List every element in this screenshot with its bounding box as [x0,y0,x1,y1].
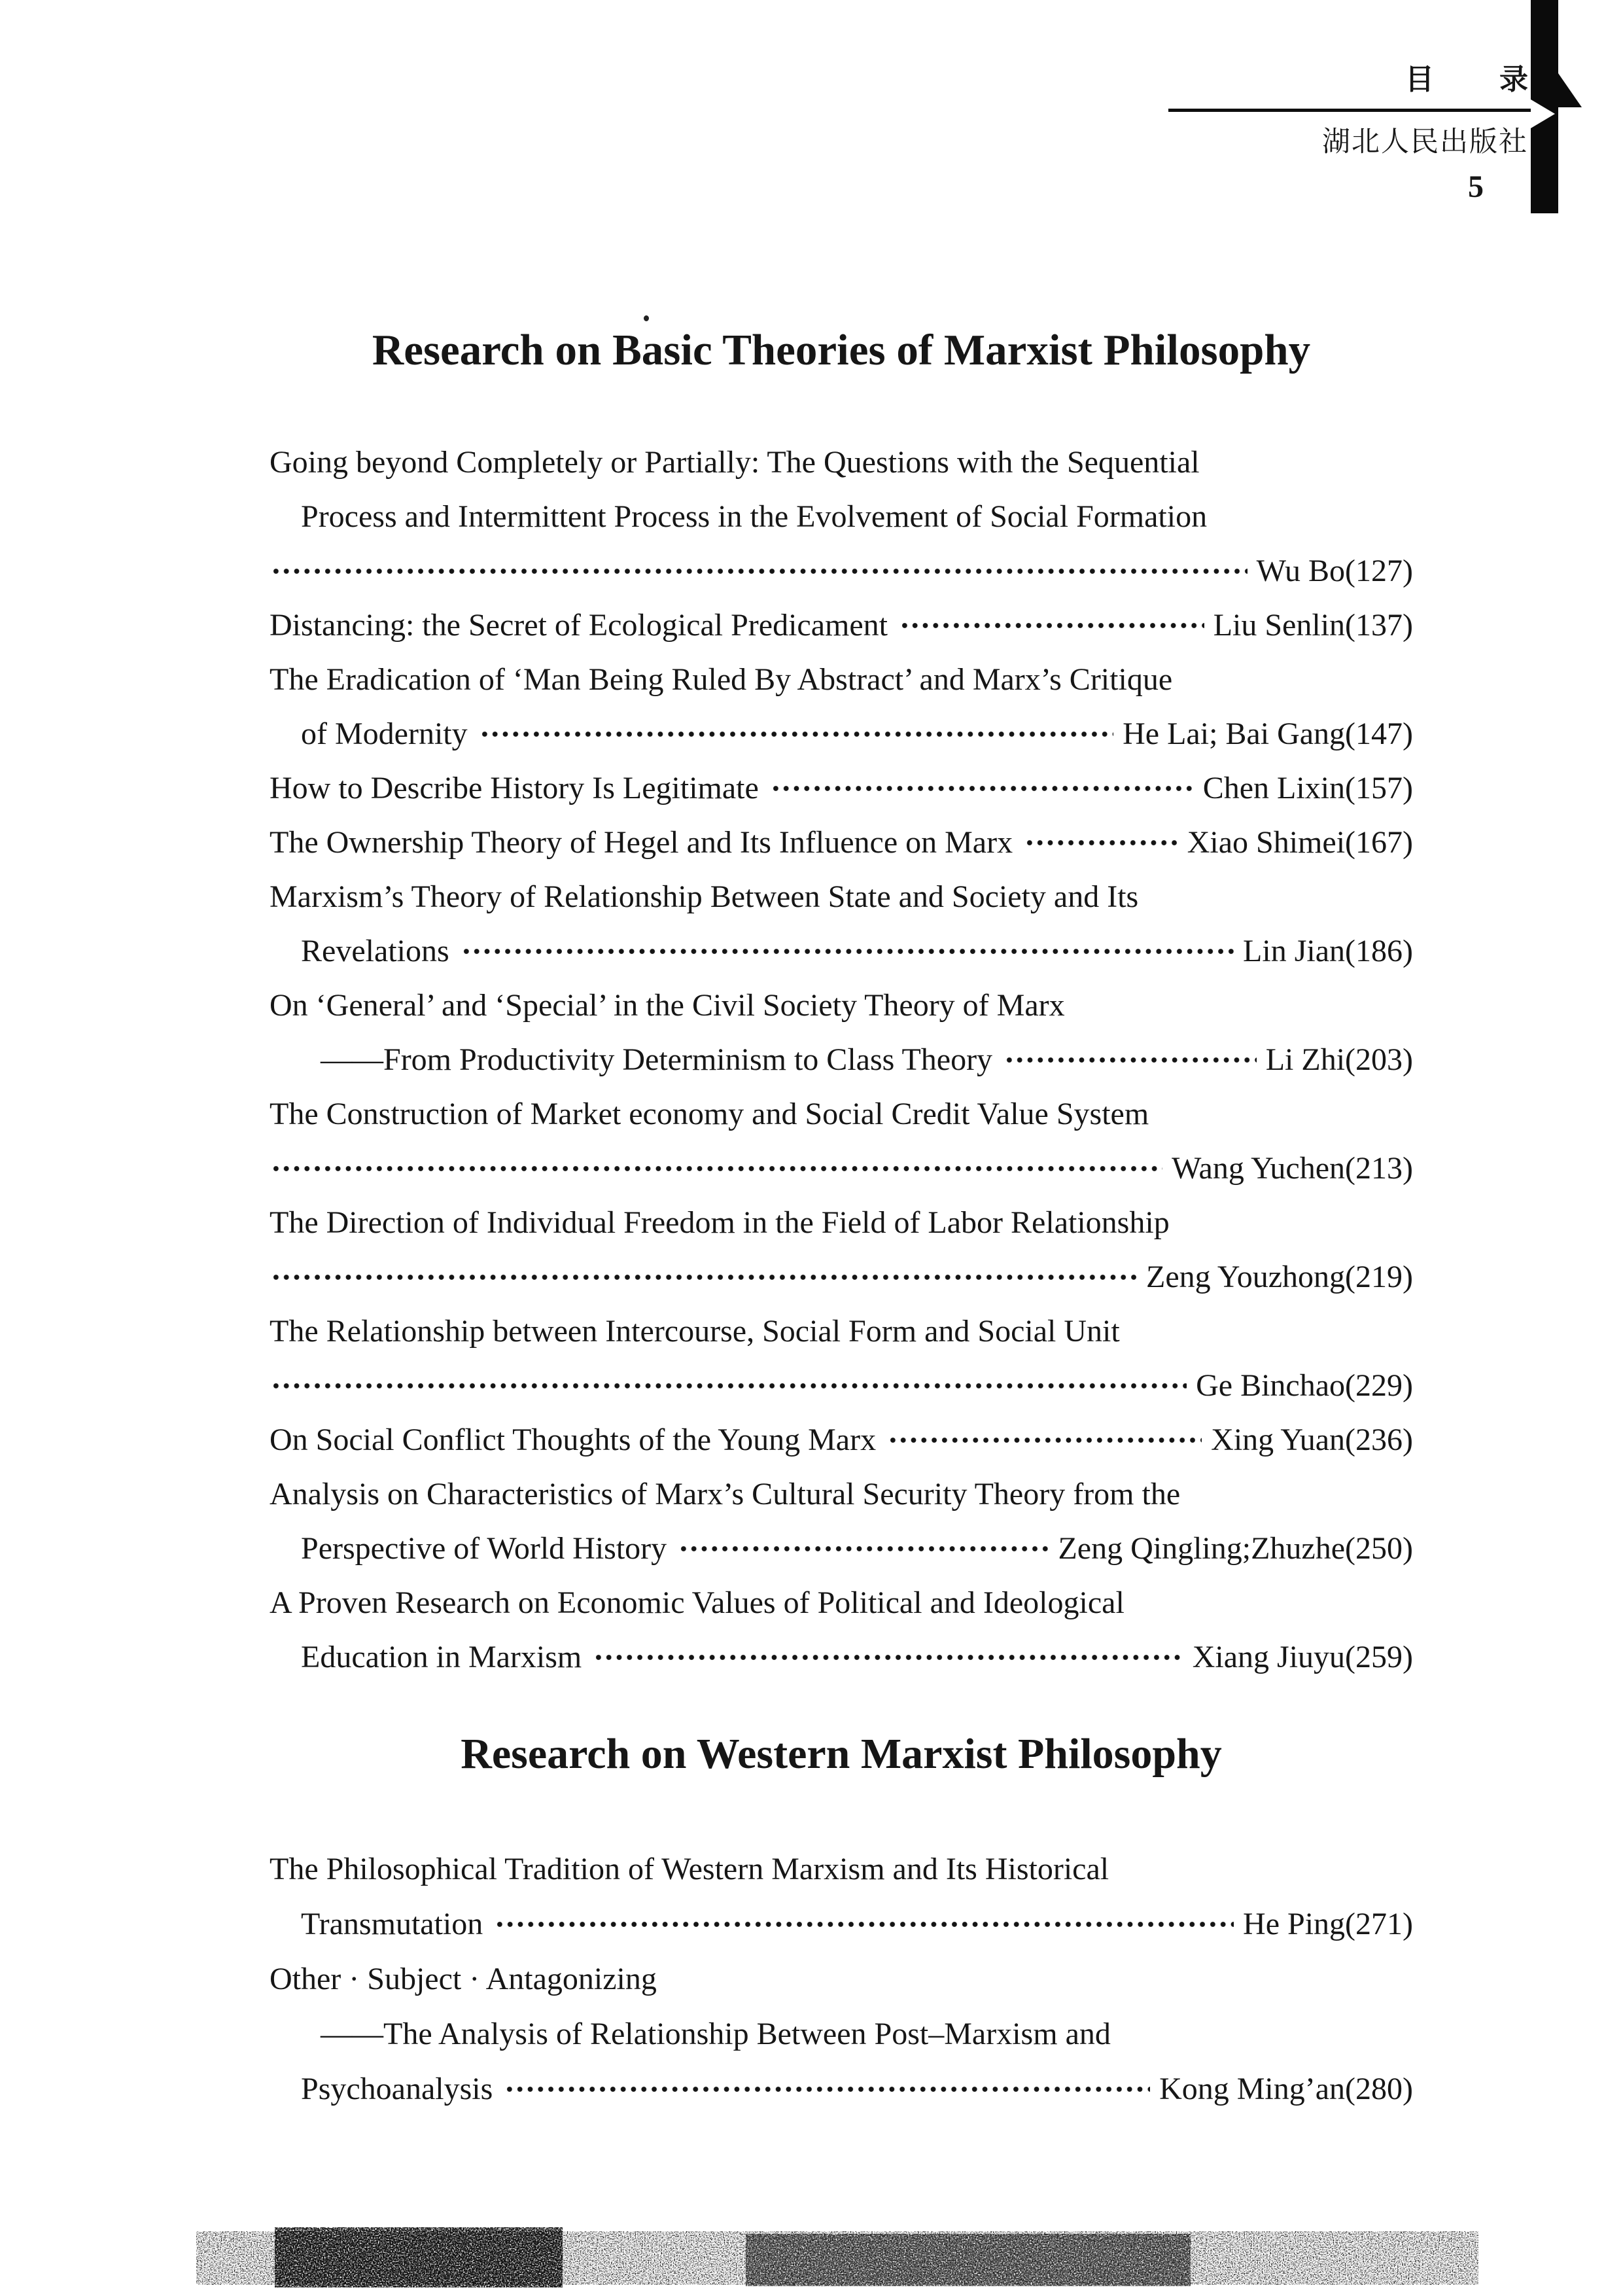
toc-entry-text: Marxism’s Theory of Relationship Between State and Society and Its [270,879,1139,914]
toc-line [270,1033,1413,1087]
toc-line [270,652,1413,707]
leader-dots [593,1630,1183,1684]
leader-dots [678,1521,1049,1576]
toc-line [270,815,1413,870]
toc-entry-text: How to Describe History Is Legitimate [270,771,759,805]
toc-entry-author: Zeng Youzhong(219) [1146,1260,1413,1294]
toc-entry-author: Xiao Shimei(167) [1187,825,1413,860]
leader-dots [888,1413,1202,1467]
toc-entry-author: Lin Jian(186) [1243,934,1413,968]
toc-line [270,1521,1413,1576]
leader-dots [495,1897,1234,1952]
toc-line [270,2007,1413,2062]
toc-entry-text: Perspective of World History [301,1531,667,1566]
leader-dots [271,1141,1162,1195]
scan-speck [644,315,649,321]
toc-entry-text: Other · Subject · Antagonizing [270,1962,657,1996]
toc-entry-text: of Modernity [301,716,468,751]
toc-line [270,1952,1413,2007]
toc-entry-author: Kong Ming’an(280) [1159,2072,1413,2106]
leader-dots [771,761,1194,815]
leader-dots [271,1358,1187,1413]
leader-dots [899,598,1204,652]
toc-entry-text: Transmutation [301,1907,483,1941]
toc-line [270,707,1413,761]
toc-line [270,598,1413,652]
toc-line [270,870,1413,924]
section-title-western-marxist: Research on Western Marxist Philosophy [461,1730,1222,1778]
toc-entry-author: Xiang Jiuyu(259) [1192,1640,1413,1674]
toc-entry-author: Wu Bo(127) [1256,554,1413,588]
toc-line [270,1576,1413,1630]
toc-line [270,435,1413,489]
toc-char-mu: 目 [1405,63,1434,96]
toc-entry-author: Xing Yuan(236) [1211,1422,1413,1457]
scan-noise-band [196,2222,1478,2290]
toc-entry-text: Going beyond Completely or Partially: The Questions with the Sequential [270,445,1200,480]
toc-entry-author: He Lai; Bai Gang(147) [1123,716,1413,751]
toc-entry-author: Ge Binchao(229) [1196,1368,1413,1403]
leader-dots [271,1250,1137,1304]
toc-entry-text: Education in Marxism [301,1640,582,1674]
toc-entry-text: On ‘General’ and ‘Special’ in the Civil Society Theory of Marx [270,988,1065,1023]
toc-entry-text: Process and Intermittent Process in the Evolvement of Social Formation [301,499,1208,534]
publisher-name: 湖北人民出版社 [1322,126,1528,158]
toc-line [270,1358,1413,1413]
toc-entry-author: Li Zhi(203) [1265,1042,1413,1077]
header-rule [1168,109,1532,112]
toc-entry-text: Distancing: the Secret of Ecological Predicament [270,608,888,643]
toc-entry-author: Zeng Qingling;Zhuzhe(250) [1058,1531,1413,1566]
leader-dots [480,707,1114,761]
toc-entry-text: The Eradication of ‘Man Being Ruled By Abstract’ and Marx’s Critique [270,662,1173,697]
toc-entry-text: Psychoanalysis [301,2072,493,2106]
leader-dots [461,924,1234,978]
section-title-basic-theories: Research on Basic Theories of Marxist Philosophy [372,326,1311,374]
toc-entry-text: The Ownership Theory of Hegel and Its Influence on Marx [270,825,1013,860]
toc-list-western-marxist [270,1842,1413,2117]
toc-entry-author: Liu Senlin(137) [1213,608,1413,643]
binding-bar-notch [1531,99,1555,128]
toc-entry-text: On Social Conflict Thoughts of the Young Marx [270,1422,877,1457]
toc-line [270,1630,1413,1684]
toc-entry-author: Chen Lixin(157) [1202,771,1413,805]
toc-line [270,1467,1413,1521]
toc-list-basic-theories [270,435,1413,1684]
toc-line [270,924,1413,978]
leader-dots [1024,815,1178,870]
leader-dots [1004,1033,1257,1087]
leader-dots [271,544,1248,598]
toc-line [270,761,1413,815]
binding-bar-sliver [1558,73,1582,107]
toc-line [270,1087,1413,1141]
toc-title-chinese [1405,65,1528,94]
page-number: 5 [1468,169,1484,204]
toc-line [270,2062,1413,2117]
toc-entry-text: Analysis on Characteristics of Marx’s Cultural Security Theory from the [270,1477,1181,1511]
toc-line [270,1842,1413,1897]
toc-entry-text: The Relationship between Intercourse, Social Form and Social Unit [270,1314,1120,1349]
toc-line [270,544,1413,598]
toc-line [270,1897,1413,1952]
toc-entry-text: ——The Analysis of Relationship Between Post–Marxism and [321,2017,1111,2051]
toc-entry-text: ——From Productivity Determinism to Class Theory [321,1042,993,1077]
toc-line [270,1304,1413,1358]
toc-char-lu: 录 [1499,63,1528,96]
toc-line [270,978,1413,1033]
toc-line [270,1195,1413,1250]
toc-entry-text: The Philosophical Tradition of Western Marxism and Its Historical [270,1852,1109,1886]
toc-entry-text: Revelations [301,934,449,968]
toc-line [270,1250,1413,1304]
toc-entry-author: Wang Yuchen(213) [1172,1151,1413,1186]
toc-entry-text: A Proven Research on Economic Values of Political and Ideological [270,1585,1125,1620]
toc-line [270,1141,1413,1195]
toc-line [270,1413,1413,1467]
toc-entry-text: The Construction of Market economy and Social Credit Value System [270,1097,1149,1131]
toc-entry-text: The Direction of Individual Freedom in the Field of Labor Relationship [270,1205,1170,1240]
leader-dots [504,2062,1150,2117]
toc-line [270,489,1413,544]
toc-entry-author: He Ping(271) [1243,1907,1413,1941]
